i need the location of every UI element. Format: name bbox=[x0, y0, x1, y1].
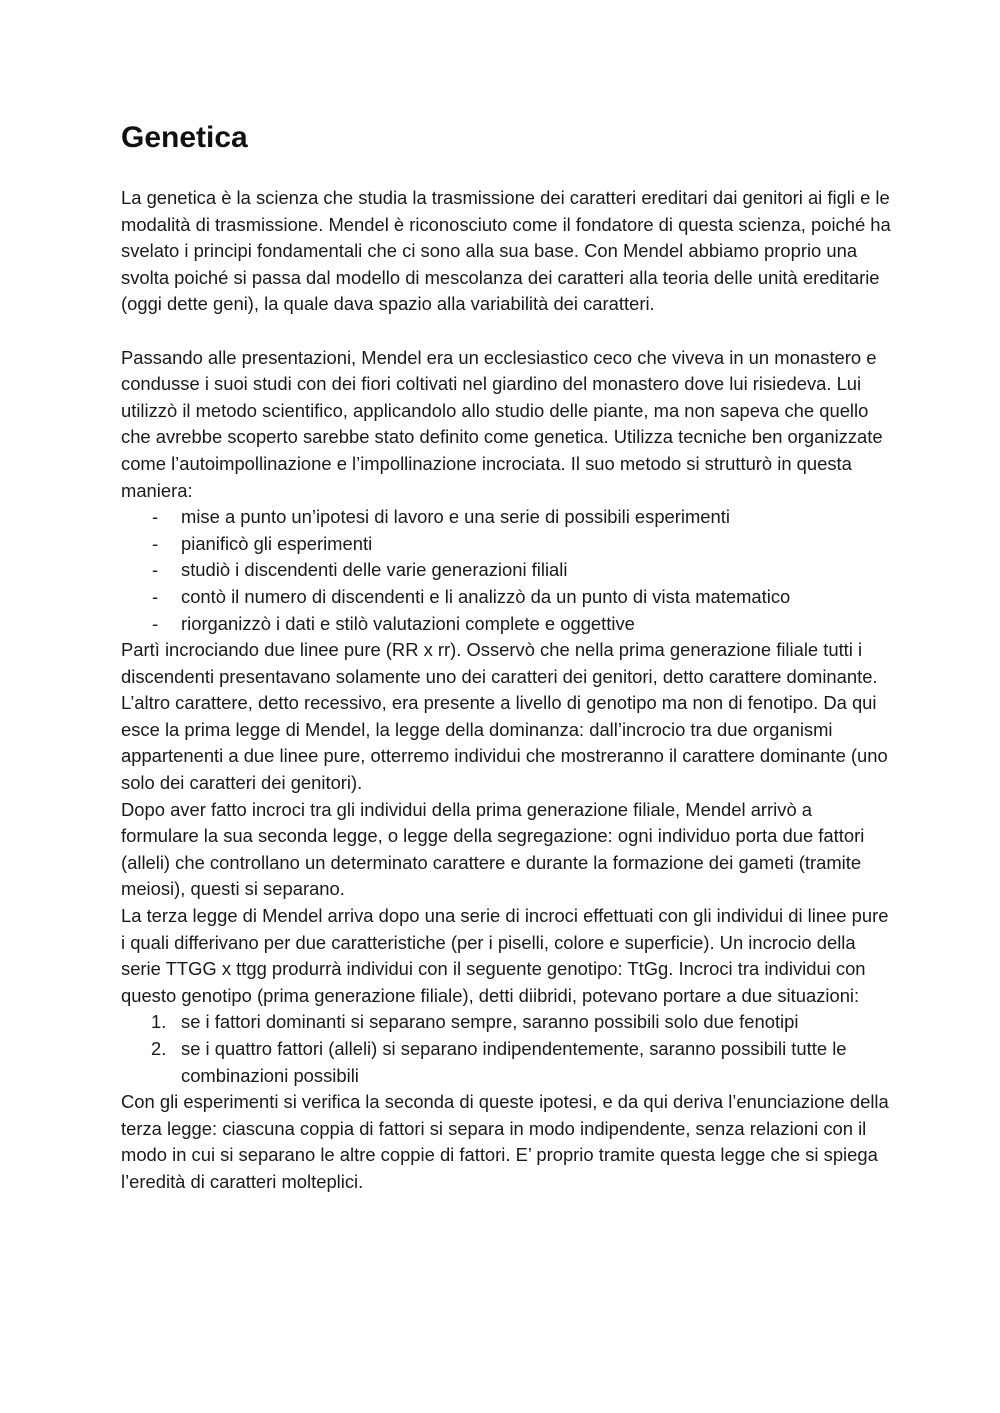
number-marker: 1. bbox=[151, 1011, 167, 1033]
list-item-text: riorganizzò i dati e stilò valutazioni complete e oggettive bbox=[181, 612, 635, 634]
list-item-text: se i quattro fattori (alleli) si separano indipendentemente, saranno possibili tutte le combinazioni possibili bbox=[181, 1038, 847, 1086]
number-marker: 2. bbox=[151, 1038, 167, 1059]
paragraph-second-law: Dopo aver fatto incroci tra gli individui della prima generazione filiale, Mendel arrivò a formulare la sua seconda legge, o legge della segregazione: ogni individuo porta due fattori (alleli) che controllano un determinato carattere e durante la formazione dei gameti (tramite meiosi), questi si separano. bbox=[121, 798, 865, 900]
list-item bbox=[121, 557, 891, 584]
list-item bbox=[121, 1009, 891, 1036]
list-item bbox=[121, 611, 891, 638]
list-item-text: studiò i discendenti delle varie generazioni filiali bbox=[181, 559, 568, 581]
list-item-text: contò il numero di discendenti e li analizzò da un punto di vista matematico bbox=[181, 585, 791, 607]
dash-marker: - bbox=[152, 506, 159, 528]
hypothesis-list bbox=[121, 1009, 891, 1089]
paragraph-conclusion: Con gli esperimenti si verifica la seconda di queste ipotesi, e da qui deriva l’enunciazione della terza legge: ciascuna coppia di fattori si separa in modo indipendente, senza relazioni con il modo in cui si separano le altre coppie di fattori. E’ proprio tramite questa legge che si spiega l’eredità di caratteri molteplici. bbox=[121, 1091, 889, 1192]
method-list bbox=[121, 504, 891, 637]
paragraph-first-law: Partì incrociando due linee pure (RR x rr). Osservò che nella prima generazione filiale tutti i discendenti presentavano solamente uno dei caratteri dei genitori, detto carattere dominante. L’altro carattere, detto recessivo, era presente a livello di genotipo ma non di fenotipo. Da qui esce la prima legge di Mendel, la legge della dominanza: dall’incrocio tra due organismi appartenenti a due linee pure, otterremo individui che mostreranno il carattere dominante (uno solo dei caratteri dei genitori). bbox=[121, 639, 888, 794]
list-item-text: se i fattori dominanti si separano sempre, saranno possibili solo due fenotipi bbox=[181, 1011, 799, 1033]
dash-marker: - bbox=[152, 559, 159, 581]
paragraph-intro: La genetica è la scienza che studia la trasmissione dei caratteri ereditari dai genitori ai figli e le modalità di trasmissione. Mendel è riconosciuto come il fondatore di questa scienza, poiché ha svelato i principi fondamentali che ci sono alla sua base. Con Mendel abbiamo proprio una svolta poiché si passa dal modello di mescolanza dei caratteri alla teoria delle unità ereditarie (oggi dette geni), la quale dava spazio alla variabilità dei caratteri. bbox=[121, 187, 891, 315]
list-item bbox=[121, 531, 891, 558]
dash-marker: - bbox=[152, 612, 159, 634]
paragraph-spacer bbox=[121, 318, 891, 345]
page-title: Genetica bbox=[121, 121, 248, 154]
paragraph-third-law: La terza legge di Mendel arriva dopo una serie di incroci effettuati con gli individui di linee pure i quali differivano per due caratteristiche (per i piselli, colore e superficie). Un incrocio della serie TTGG x ttgg produrrà individui con il seguente genotipo: TtGg. Incroci tra individui con questo genotipo (prima generazione filiale), detti diibridi, potevano portare a due situazioni: bbox=[121, 905, 889, 1006]
paragraph-mendel-presentation: Passando alle presentazioni, Mendel era un ecclesiastico ceco che viveva in un monastero e condusse i suoi studi con dei fiori coltivati nel giardino del monastero dove lui risiedeva. Lui utilizzò il metodo scientifico, applicandolo allo studio delle piante, ma non sapeva che quello che avrebbe scoperto sarebbe stato definito come genetica. Utilizza tecniche ben organizzate come l’autoimpollinazione e l’impollinazione incrociata. Il suo metodo si strutturò in questa maniera: bbox=[121, 346, 883, 501]
list-item bbox=[121, 584, 891, 611]
document-page bbox=[121, 118, 891, 1196]
list-item bbox=[121, 1036, 891, 1089]
dash-marker: - bbox=[152, 585, 159, 607]
list-item bbox=[121, 504, 891, 531]
list-item-text: pianificò gli esperimenti bbox=[181, 532, 373, 554]
list-item-text: mise a punto un’ipotesi di lavoro e una serie di possibili esperimenti bbox=[181, 506, 730, 528]
dash-marker: - bbox=[152, 532, 159, 554]
